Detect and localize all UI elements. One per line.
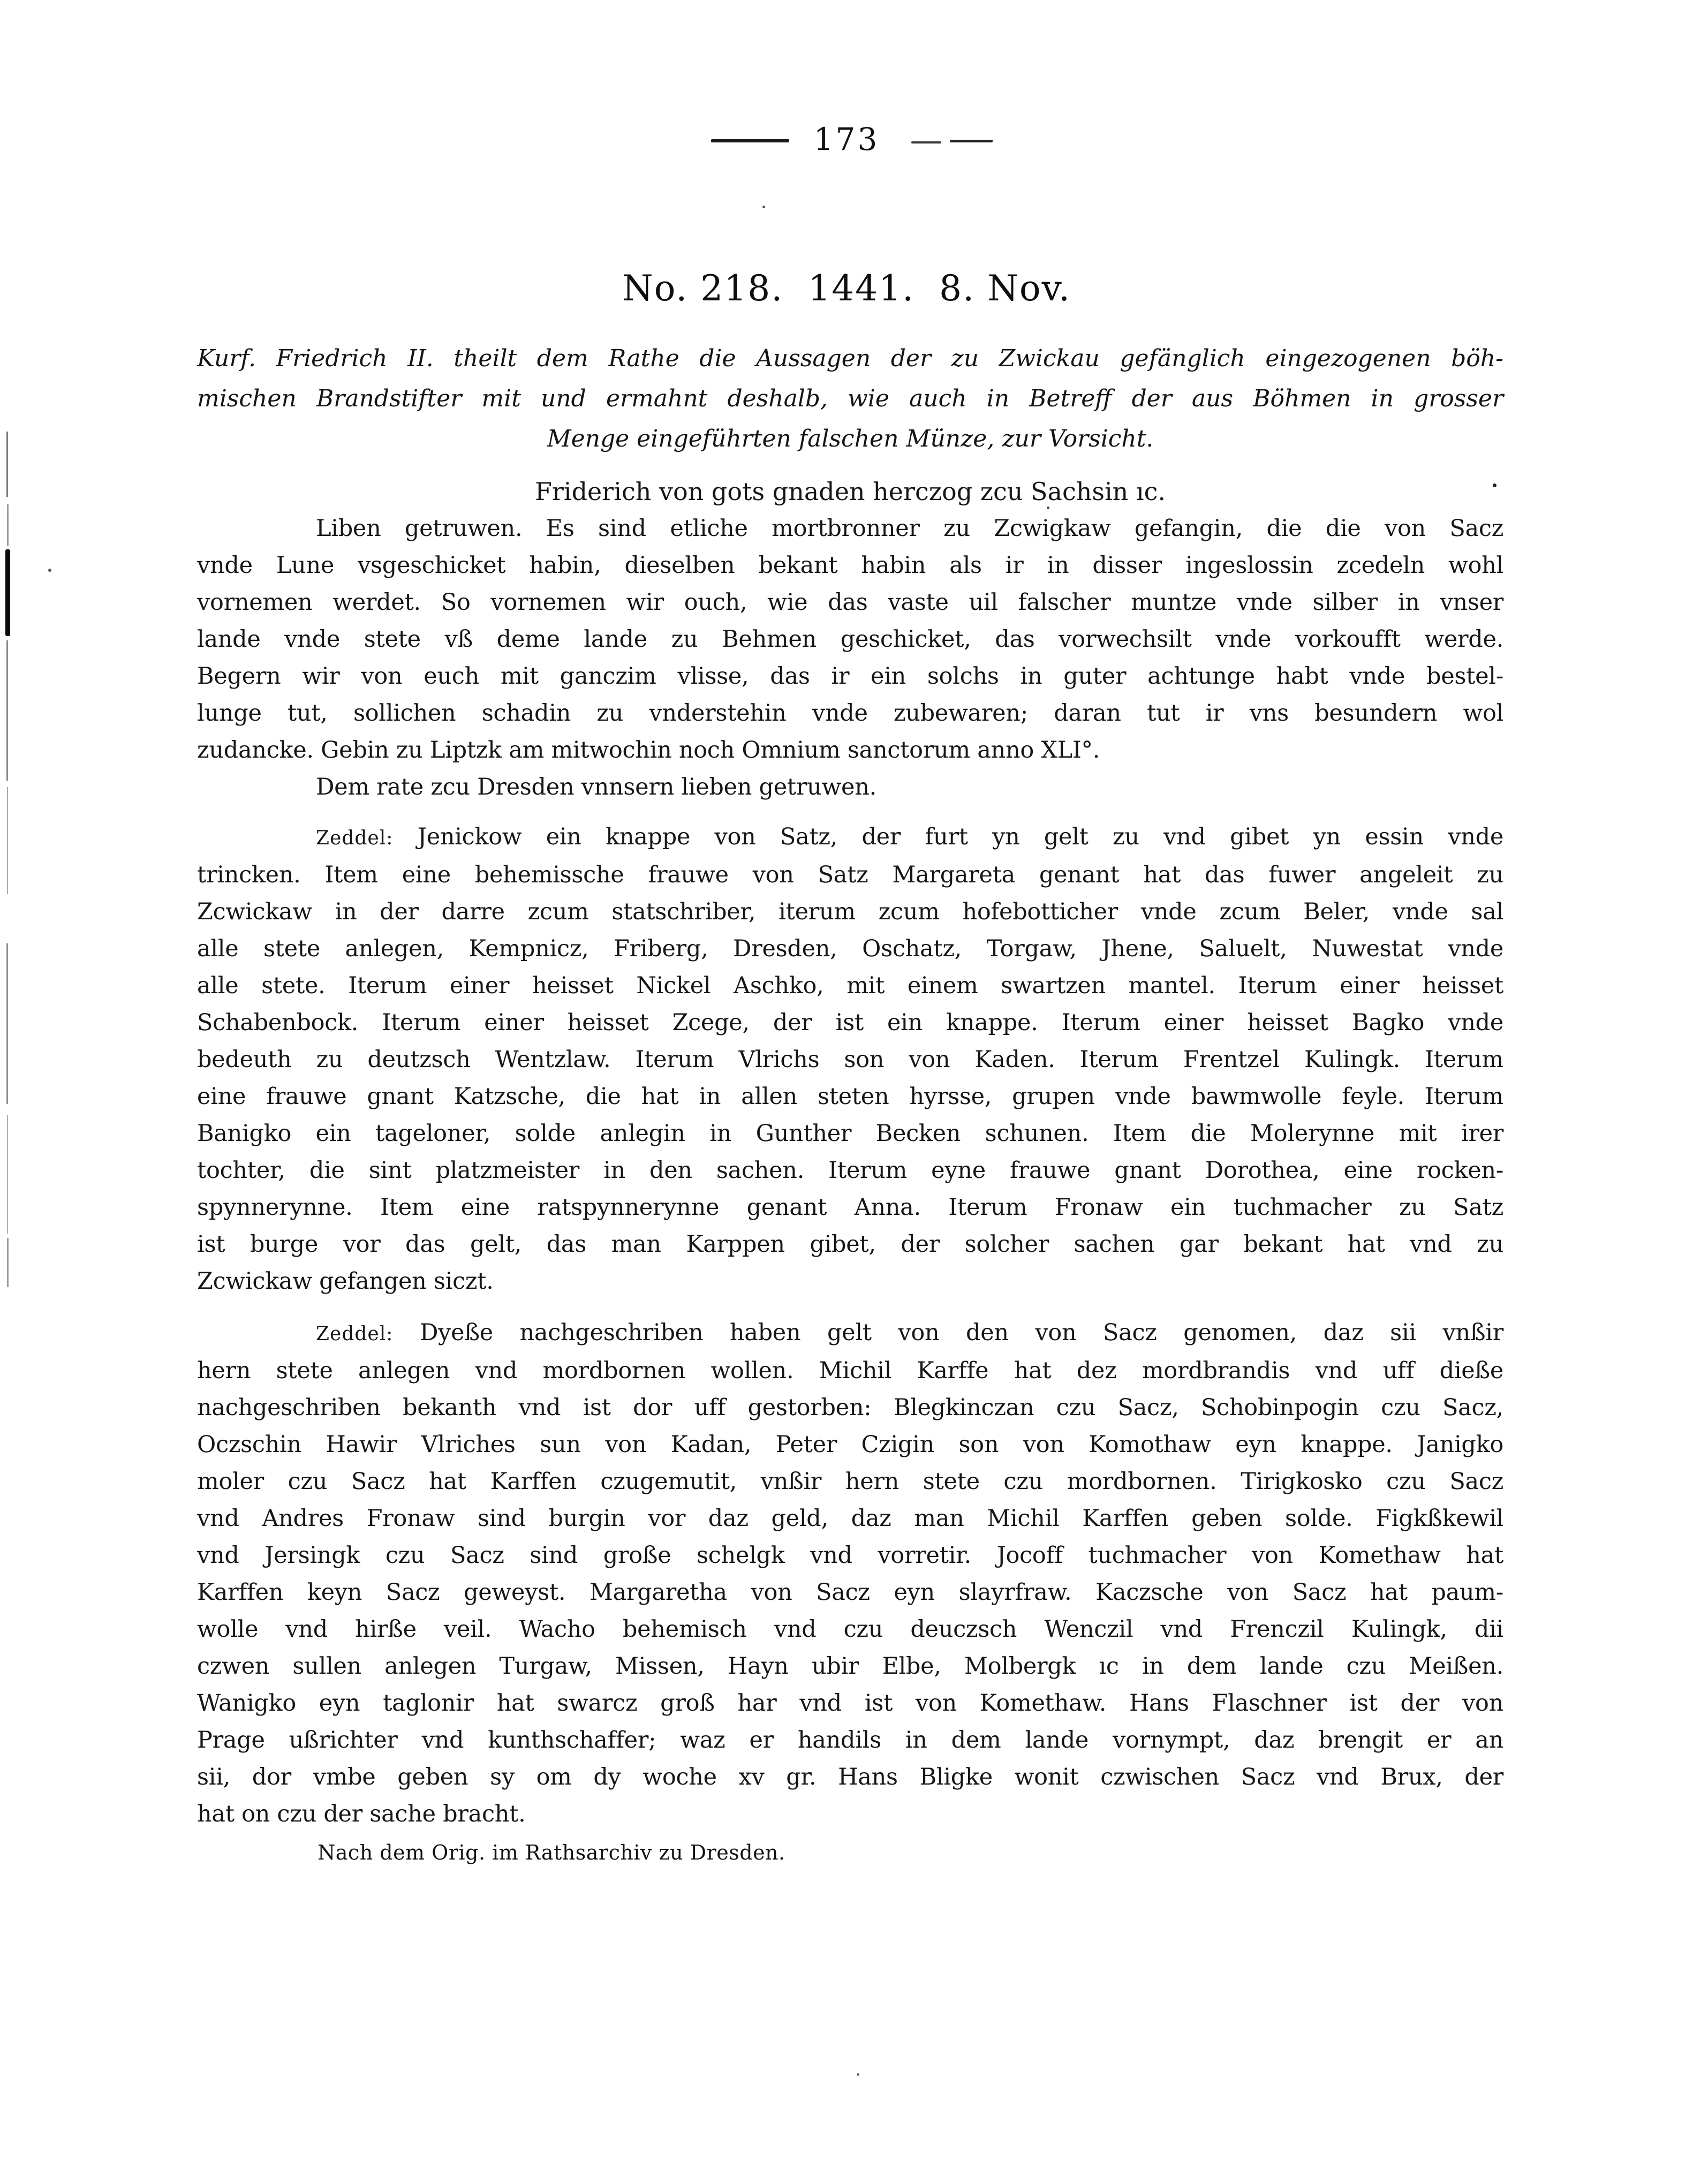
- entry-year: 1441.: [808, 268, 915, 309]
- text-line: ist burge vor das gelt, das man Karppen gibet, der solcher sachen gar bekant hat vnd zu: [197, 1231, 1503, 1258]
- text-segment: Dyeße nachgeschriben haben gelt von den von Sacz genomen, daz sii vnßir: [420, 1319, 1503, 1346]
- text-line: czwen sullen anlegen Turgaw, Missen, Hayn ubir Elbe, Molbergk ıc in dem lande czu Meißen.: [197, 1653, 1503, 1680]
- text-line: Wanigko eyn taglonir hat swarcz groß har vnd ist von Komethaw. Hans Flaschner ist der von: [197, 1690, 1503, 1717]
- scan-speck: [857, 2073, 859, 2076]
- page-number-rule-right-2: [950, 140, 993, 142]
- text-segment: Jenickow ein knappe von Satz, der furt yn gelt zu vnd gibet yn essin vnde: [417, 823, 1503, 850]
- zeddel-label: Zeddel:: [316, 1323, 394, 1345]
- entry-heading: [0, 268, 1693, 309]
- text-line: nachgeschriben bekanth vnd ist dor uff gestorben: Blegkinczan czu Sacz, Schobinpogin czu Sacz,: [197, 1394, 1503, 1421]
- page-number-rule-right: [911, 141, 941, 143]
- scan-artifact: [7, 1238, 9, 1287]
- text-line: vornemen werdet. So vornemen wir ouch, wie das vaste uil falscher muntze vnde silber in vnser: [197, 589, 1503, 616]
- text-line: Begern wir von euch mit ganczim vlisse, das ir ein solchs in guter achtunge habt vnde bestel-: [197, 663, 1503, 690]
- text-line: Zcwickaw in der darre zcum statschriber, iterum zcum hofebotticher vnde zcum Beler, vnde sal: [197, 898, 1503, 925]
- zeddel-paragraph-2: [197, 1314, 1503, 1833]
- text-line: lande vnde stete vß deme lande zu Behmen geschicket, das vorwechsilt vnde vorkoufft werde.: [197, 626, 1503, 653]
- text-line: Oczschin Hawir Vlriches sun von Kadan, Peter Czigin son von Komothaw eyn knappe. Janigko: [197, 1431, 1503, 1458]
- scan-speck: [1493, 483, 1497, 487]
- text-line: Schabenbock. Iterum einer heisset Zcege, der ist ein knappe. Iterum einer heisset Bagko vnde: [197, 1009, 1503, 1036]
- text-line: Prage ußrichter vnd kunthschaffer; waz er handils in dem lande vornympt, daz brengit er an: [197, 1727, 1503, 1754]
- scan-artifact: [6, 432, 8, 497]
- entry-number: No. 218.: [622, 268, 784, 309]
- text-line: vnd Andres Fronaw sind burgin vor daz geld, daz man Michil Karffen geben solde. Figkßkewil: [197, 1505, 1503, 1532]
- text-line: [197, 819, 1503, 857]
- text-line: Kurf. Friedrich II. theilt dem Rathe die Aussagen der zu Zwickau gefänglich eingezogenen böh-: [197, 345, 1503, 372]
- text-line: tochter, die sint platzmeister in den sachen. Iterum eyne frauwe gnant Dorothea, eine rocken-: [197, 1157, 1503, 1184]
- letter-body: [197, 510, 1503, 806]
- text-line: alle stete. Iterum einer heisset Nickel Aschko, mit einem swartzen mantel. Iterum einer heisset: [197, 972, 1503, 999]
- text-line: spynnerynne. Item eine ratspynnerynne genant Anna. Iterum Fronaw ein tuchmacher zu Satz: [197, 1194, 1503, 1221]
- text-line: lunge tut, sollichen schadin zu vnderstehin vnde zubewaren; daran tut ir vns besundern wol: [197, 700, 1503, 727]
- text-line: hern stete anlegen vnd mordbornen wollen. Michil Karffe hat dez mordbrandis vnd uff dieße: [197, 1357, 1503, 1384]
- text-line: zudancke. Gebin zu Liptzk am mitwochin noch Omnium sanctorum anno XLI°.: [197, 737, 1100, 764]
- text-line: sii, dor vmbe geben sy om dy woche xv gr. Hans Bligke wonit czwischen Sacz vnd Brux, der: [197, 1764, 1503, 1790]
- scan-speck: [1047, 507, 1049, 509]
- scan-artifact: [7, 1115, 8, 1234]
- zeddel-label: Zeddel:: [316, 827, 394, 849]
- text-line: hat on czu der sache bracht.: [197, 1801, 526, 1827]
- scan-speck: [48, 569, 51, 572]
- text-line: Menge eingeführten falschen Münze, zur Vorsicht.: [547, 425, 1154, 452]
- text-line: eine frauwe gnant Katzsche, die hat in allen steten hyrsse, grupen vnde bawmwolle feyle. Iterum: [197, 1083, 1503, 1110]
- text-line: moler czu Sacz hat Karffen czugemutit, vnßir hern stete czu mordbornen. Tirigkosko czu Sacz: [197, 1468, 1503, 1495]
- scan-artifact: [5, 549, 10, 636]
- text-line: wolle vnd hirße veil. Wacho behemisch vnd czu deuczsch Wenczil vnd Frenczil Kulingk, dii: [197, 1616, 1503, 1643]
- zeddel-paragraph-1: [197, 819, 1503, 1300]
- text-line: Zcwickaw gefangen siczt.: [197, 1268, 494, 1295]
- text-line: [197, 1314, 1503, 1352]
- regest-summary: [197, 338, 1503, 459]
- scan-artifact: [6, 640, 8, 781]
- page-number: 173: [813, 121, 880, 157]
- text-line: Karffen keyn Sacz geweyst. Margaretha von Sacz eyn slayrfraw. Kaczsche von Sacz hat paum-: [197, 1579, 1503, 1606]
- text-line: Liben getruwen. Es sind etliche mortbronner zu Zcwigkaw gefangin, die die von Sacz: [316, 515, 1503, 542]
- salutation-line: Friderich von gots gnaden herczog zcu Sachsin ıc.: [534, 477, 1166, 506]
- source-note: Nach dem Orig. im Rathsarchiv zu Dresden.: [318, 1841, 785, 1864]
- address-line: Dem rate zcu Dresden vnnsern lieben getruwen.: [316, 774, 876, 800]
- text-line: vnde Lune vsgeschicket habin, dieselben bekant habin als ir in disser ingeslossin zcedeln wohl: [197, 552, 1503, 579]
- scan-speck: [762, 206, 765, 208]
- scan-artifact: [6, 943, 8, 1104]
- scan-artifact: [7, 504, 9, 546]
- entry-date: 8. Nov.: [939, 268, 1071, 309]
- text-line: mischen Brandstifter mit und ermahnt deshalb, wie auch in Betreff der aus Böhmen in grosser: [197, 385, 1503, 412]
- text-line: trincken. Item eine behemissche frauwe von Satz Margareta genant hat das fuwer angeleit zu: [197, 861, 1503, 888]
- text-line: bedeuth zu deutzsch Wentzlaw. Iterum Vlrichs son von Kaden. Iterum Frentzel Kulingk. Iterum: [197, 1046, 1503, 1073]
- text-line: alle stete anlegen, Kempnicz, Friberg, Dresden, Oschatz, Torgaw, Jhene, Saluelt, Nuwestat vnde: [197, 935, 1503, 962]
- text-line: Banigko ein tageloner, solde anlegin in Gunther Becken schunen. Item die Molerynne mit irer: [197, 1120, 1503, 1147]
- scan-artifact: [7, 787, 8, 894]
- text-line: vnd Jersingk czu Sacz sind große schelgk vnd vorretir. Jocoff tuchmacher von Komethaw hat: [197, 1542, 1503, 1569]
